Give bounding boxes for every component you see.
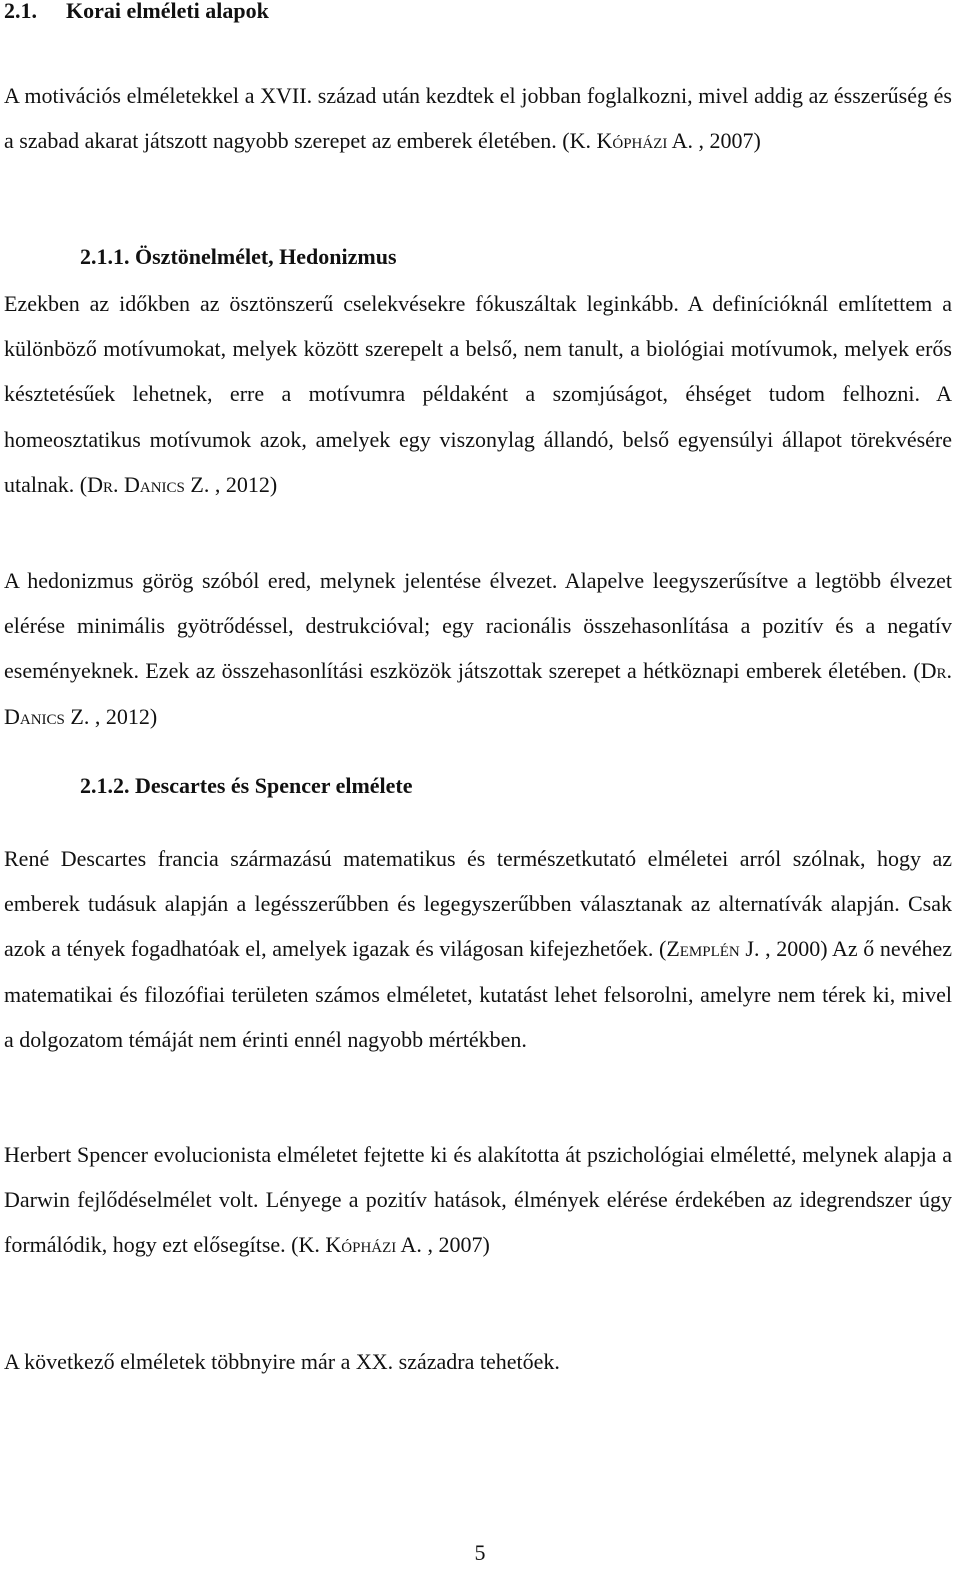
paragraph-closing-text: A következő elméletek többnyire már a XX. századra tehetőek. [4,1349,560,1374]
paragraph-spencer-citation-author: Kópházi A. [325,1232,422,1258]
subsection-1-number: 2.1.1. [80,244,130,269]
section-title: Korai elméleti alapok [66,0,269,23]
paragraph-hedonism [4,558,952,739]
subsection-heading-1 [80,242,397,272]
paragraph-spencer [4,1132,952,1268]
subsection-1-title: Ösztönelmélet, Hedonizmus [135,244,397,269]
paragraph-hedonism-citation-author: Dr. Danics Z. [4,658,952,729]
paragraph-hedonism-citation-year: , 2012) [89,703,158,729]
paragraph-descartes-citation-year: , 2000) [759,936,828,962]
paragraph-spencer-citation-year: , 2007) [421,1232,490,1258]
subsection-2-number: 2.1.2. [80,773,130,798]
paragraph-instincts [4,281,952,507]
section-heading [4,0,269,26]
intro-citation-author: Kópházi A. [596,128,694,154]
intro-paragraph [4,73,952,163]
paragraph-descartes-text-continued: Az ő nevéhez matematikai és filozófiai területen számos elméletet, kutatást lehet felsorolni, amelyre nem térek ki, mivel a dolgozatom témáját nem érinti ennél nagyobb mértékben. [4,936,952,1052]
section-number: 2.1. [4,0,37,23]
subsection-heading-2 [80,771,413,801]
paragraph-hedonism-text: A hedonizmus görög szóból ered, melynek jelentése élvezet. Alapelve leegyszerűsítve a legtöbb élvezet elérése minimális gyötrődéssel, destrukcióval; egy racionális összehasonlítása a pozitív és a negatív eseményeknek. Ezek az összehasonlítási eszközök játszottak szerepet a hétköznapi emberek életében. ( [4,568,952,684]
paragraph-spencer-text: Herbert Spencer evolucionista elméletet fejtette ki és alakította át pszichológiai elméletté, melynek alapja a Darwin fejlődéselmélet volt. Lényege a pozitív hatások, élmények elérése érdekében az idegrendszer úgy formálódik, hogy ezt elősegítse. (K. [4,1142,952,1258]
intro-citation-year: , 2007) [693,128,761,154]
paragraph-descartes [4,836,952,1062]
paragraph-descartes-citation-author: Zemplén J. [666,936,760,962]
subsection-2-title: Descartes és Spencer elmélete [135,773,413,798]
paragraph-descartes-text: René Descartes francia származású matematikus és természetkutató elméletei arról szólnak, hogy az emberek tudásuk alapján a legésszerűbben és legegyszerűbben választanak az alternatívák alapján. Csak azok a tények fogadhatóak el, amelyek igazak és világosan kifejezhetőek. ( [4,846,952,962]
paragraph-instincts-text: Ezekben az időkben az ösztönszerű cselekvésekre fókuszáltak leginkább. A definícióknál említettem a különböző motívumokat, melyek között szerepelt a belső, nem tanult, a biológiai motívumok, melyek erős késztetésűek lehetnek, erre a motívumra példaként a szomjúságot, éhséget tudom felhozni. A homeosztatikus motívumok azok, amelyek egy viszonylag állandó, belső egyensúlyi állapot törekvésére utalnak. ( [4,291,952,497]
paragraph-instincts-citation-author: Dr. Danics Z. [87,471,210,497]
paragraph-instincts-citation-year: , 2012) [209,471,278,497]
paragraph-closing [4,1339,952,1384]
intro-text: A motivációs elméletekkel a XVII. század után kezdtek el jobban foglalkozni, mivel addig az ésszerűség és a szabad akarat játszott nagyobb szerepet az emberek életében. (K. [4,83,952,154]
page-number: 5 [474,1540,486,1565]
